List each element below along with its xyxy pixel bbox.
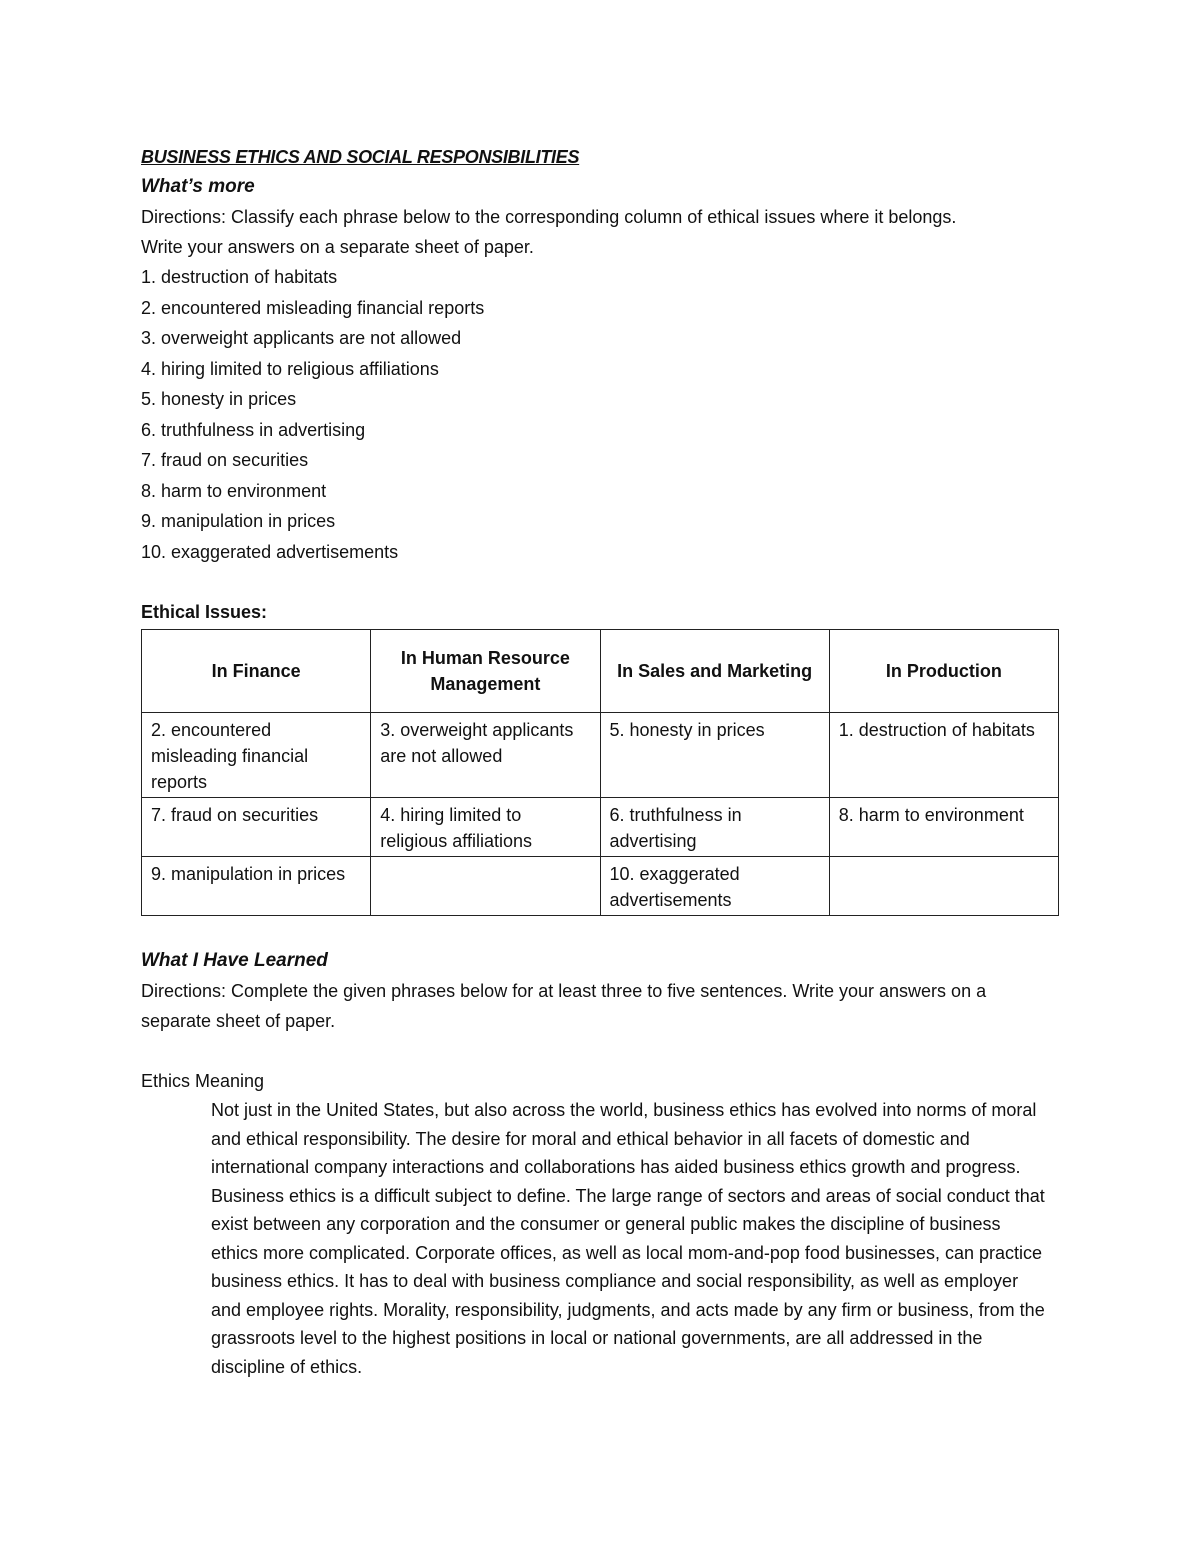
table-cell: 1. destruction of habitats [829,713,1058,798]
table-cell: 5. honesty in prices [600,713,829,798]
table-row [142,713,1059,798]
list-item: 7. fraud on securities [141,450,309,470]
column-header-production: In Production [829,630,1058,713]
column-header-sales: In Sales and Marketing [600,630,829,713]
what-learned-directions: Directions: Complete the given phrases below for at least three to five sentences. Write your answers on a separate sheet of paper. [141,981,987,1031]
whats-more-heading: What’s more [141,176,255,197]
column-header-hr: In Human Resource Management [371,630,600,713]
table-cell [829,857,1058,916]
directions-line-1: Directions: Classify each phrase below to the corresponding column of ethical issues where it belongs. [141,207,957,227]
list-item: 2. encountered misleading financial reports [141,297,485,318]
list-item: 8. harm to environment [141,480,327,501]
table-cell: 10. exaggerated advertisements [600,857,829,916]
table-cell: 6. truthfulness in advertising [600,798,829,857]
what-learned-heading: What I Have Learned [141,950,328,971]
ethical-issues-table [141,629,1059,916]
ethical-issues-heading: Ethical Issues: [141,602,268,622]
ethics-meaning-paragraph: Not just in the United States, but also across the world, business ethics has evolved into norms of moral and ethical responsibility. The desire for moral and ethical behavior in all facets of domestic and international company interactions and collaborations has aided business ethics growth and progress. Business ethics is a difficult subject to define. The large range of sectors and areas of social conduct that exist between any corporation and the consumer or general public makes the discipline of business ethics more complicated. Corporate offices, as well as local mom-and-pop food businesses, can practice business ethics. It has to deal with business compliance and social responsibility, as well as employer and employee rights. Morality, responsibility, judgments, and acts made by any firm or business, from the grassroots level to the highest positions in local or national governments, are all addressed in the discipline of ethics. [211,1100,1045,1377]
table-cell: 8. harm to environment [829,798,1058,857]
table-cell: 7. fraud on securities [142,798,371,857]
list-item: 3. overweight applicants are not allowed [141,328,462,348]
column-header-finance: In Finance [142,630,371,713]
table-cell: 3. overweight applicants are not allowed [371,713,600,798]
list-item: 4. hiring limited to religious affiliations [141,358,439,379]
list-item: 9. manipulation in prices [141,511,336,531]
document-content [141,142,1061,1381]
list-item: 6. truthfulness in advertising [141,419,366,440]
table-cell: 4. hiring limited to religious affiliations [371,798,600,857]
table-row [142,798,1059,857]
table-cell [371,857,600,916]
table-cell: 2. encountered misleading financial reports [142,713,371,798]
phrase-list [141,262,1061,567]
table-row [142,857,1059,916]
table-cell: 9. manipulation in prices [142,857,371,916]
ethics-meaning-label: Ethics Meaning [141,1071,265,1091]
list-item: 10. exaggerated advertisements [141,541,399,562]
document-title: BUSINESS ETHICS AND SOCIAL RESPONSIBILITIES [141,147,580,167]
list-item: 1. destruction of habitats [141,267,338,287]
table-header-row [142,630,1059,713]
list-item: 5. honesty in prices [141,389,297,409]
directions-line-2: Write your answers on a separate sheet of paper. [141,237,534,257]
